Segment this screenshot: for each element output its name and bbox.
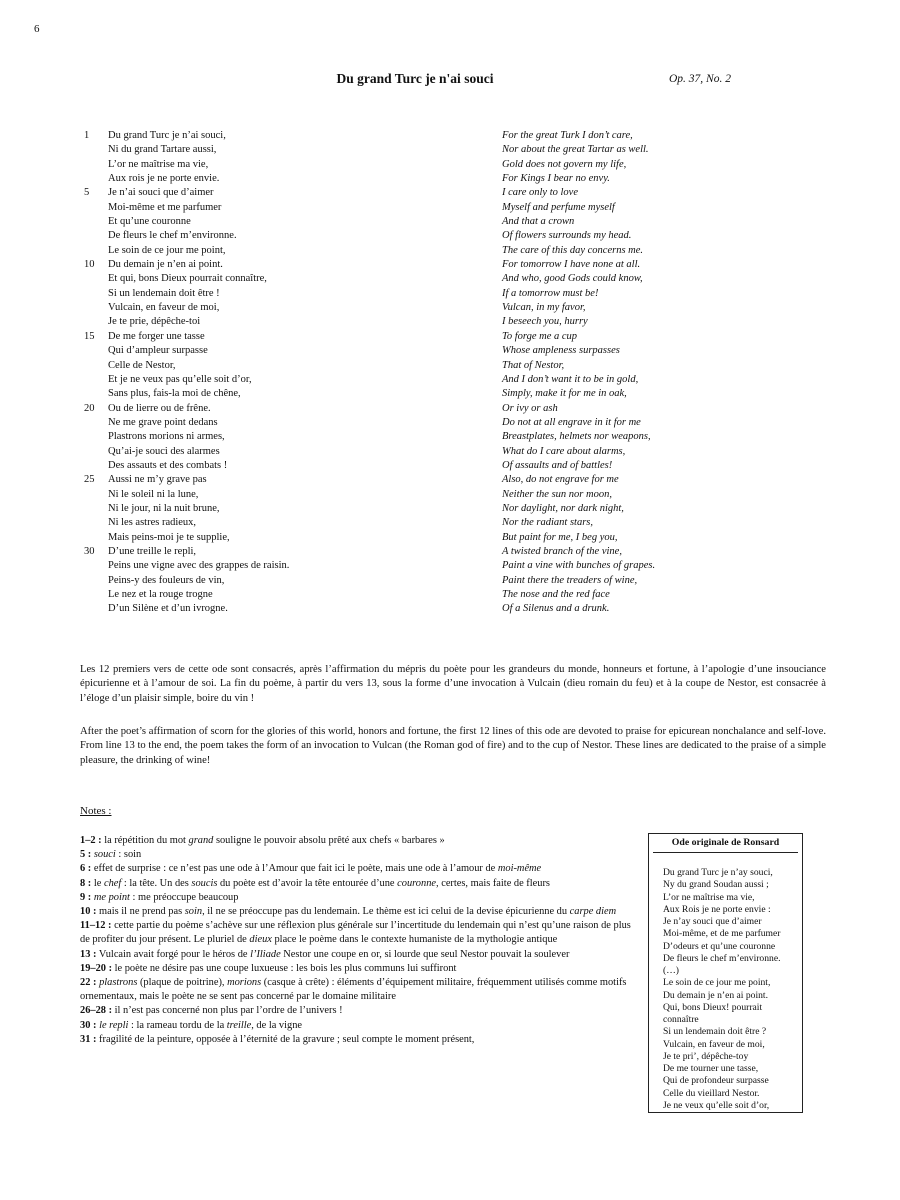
poem-line-french: Ne me grave point dedans bbox=[108, 416, 218, 428]
poem-line-french: Vulcain, en faveur de moi, bbox=[108, 302, 220, 314]
poem-line-french: Celle de Nestor, bbox=[108, 359, 176, 371]
note-ref: 26–28 : bbox=[80, 1005, 113, 1017]
note-item: 19–20 : le poète ne désire pas une coupe luxueuse : les bois les plus communs lui suffiront bbox=[80, 962, 457, 974]
poem-line-french: D’une treille le repli, bbox=[108, 545, 197, 557]
poem-line-english: I care only to love bbox=[502, 187, 578, 199]
poem-line-french: Et je ne veux pas qu’elle soit d’or, bbox=[108, 373, 252, 385]
poem-line-english: For Kings I bear no envy. bbox=[502, 173, 610, 185]
ronsard-line: Celle du vieillard Nestor. bbox=[663, 1087, 760, 1099]
poem-line-english: I beseech you, hurry bbox=[502, 316, 588, 328]
poem-line bbox=[84, 272, 804, 286]
poem-line-french: Ni les astres radieux, bbox=[108, 517, 197, 529]
poem-line bbox=[84, 416, 804, 430]
poem-line-french: Ni du grand Tartare aussi, bbox=[108, 144, 217, 156]
poem-line bbox=[84, 201, 804, 215]
note-ref: 5 : bbox=[80, 849, 92, 861]
poem-line-english: Nor about the great Tartar as well. bbox=[502, 144, 649, 156]
poem-line-english: Paint there the treaders of wine, bbox=[502, 574, 638, 586]
ronsard-line: Du demain je n’en ai point. bbox=[663, 989, 768, 1001]
poem-line-french: Moi-même et me parfumer bbox=[108, 201, 222, 213]
poem-line-english: Of assaults and of battles! bbox=[502, 459, 613, 471]
notes-heading: Notes : bbox=[80, 805, 112, 817]
poem-line-french: Du demain je n’en ai point. bbox=[108, 259, 223, 271]
poem-line bbox=[84, 387, 804, 401]
poem-line-english: A twisted branch of the vine, bbox=[502, 545, 622, 557]
note-ref: 30 : bbox=[80, 1019, 97, 1031]
note-item: 30 : le repli : la rameau tordu de la treille, de la vigne bbox=[80, 1019, 303, 1031]
ronsard-original-box bbox=[648, 833, 803, 1113]
page-number: 6 bbox=[34, 23, 40, 35]
ronsard-line: D’odeurs et qu’une couronne bbox=[663, 940, 776, 952]
poem-line bbox=[84, 158, 804, 172]
note-ref: 6 : bbox=[80, 863, 92, 875]
poem-line-french: Qu’ai-je souci des alarmes bbox=[108, 445, 220, 457]
poem-line-french: Sans plus, fais-la moi de chêne, bbox=[108, 388, 241, 400]
poem-line-french: Aux rois je ne porte envie. bbox=[108, 173, 220, 185]
poem-line-english: Do not at all engrave in it for me bbox=[502, 416, 641, 428]
poem-line bbox=[84, 344, 804, 358]
poem-line-french: Je te prie, dépêche-toi bbox=[108, 316, 201, 328]
poem-line-english: Or ivy or ash bbox=[502, 402, 558, 414]
ronsard-line: Qui, bons Dieux! pourrait bbox=[663, 1001, 763, 1013]
poem-line-french: Peins une vigne avec des grappes de raisin. bbox=[108, 560, 290, 572]
poem-line-french: D’un Silène et d’un ivrogne. bbox=[108, 603, 228, 615]
poem-line-english: For tomorrow I have none at all. bbox=[502, 259, 641, 271]
poem-line bbox=[84, 186, 804, 200]
ronsard-line: Je ne veux qu’elle soit d’or, bbox=[663, 1099, 770, 1111]
note-item: 9 : me point : me préoccupe beaucoup bbox=[80, 891, 239, 903]
poem-line-french: Des assauts et des combats ! bbox=[108, 459, 228, 471]
line-number: 15 bbox=[84, 330, 95, 342]
commentary-french: Les 12 premiers vers de cette ode sont consacrés, après l’affirmation du mépris du poète pour les grandeurs du monde, honneurs et fortune, à l’apologie d’une insouciance épicurienne et à l’amour de soi. La fin du poème, à partir du vers 13, sous la forme d’une invocation à Vulcain (dieu romain du feu) et à la coupe de Nestor, est consacrée à l’éloge d’un plaisir simple, boire du vin ! bbox=[80, 664, 826, 704]
poem-line-french: Je n’ai souci que d’aimer bbox=[108, 187, 214, 199]
ronsard-line: Si un lendemain doit être ? bbox=[663, 1026, 767, 1038]
poem-line bbox=[84, 244, 804, 258]
poem-line-english: What do I care about alarms, bbox=[502, 445, 626, 457]
ronsard-line: (…) bbox=[663, 965, 679, 976]
poem-line-english: Neither the sun nor moon, bbox=[502, 488, 612, 500]
poem-line bbox=[84, 402, 804, 416]
poem-line-english: Simply, make it for me in oak, bbox=[502, 388, 627, 400]
ronsard-line: Moi-même, et de me parfumer bbox=[663, 928, 781, 940]
poem-line bbox=[84, 602, 804, 616]
note-ref: 10 : bbox=[80, 906, 97, 918]
poem-line-english: Gold does not govern my life, bbox=[502, 158, 627, 170]
poem-line bbox=[84, 301, 804, 315]
poem-line-english: And that a crown bbox=[502, 216, 575, 228]
poem-line-english: To forge me a cup bbox=[502, 330, 578, 342]
note-ref: 22 : bbox=[80, 977, 97, 989]
line-number: 30 bbox=[84, 545, 95, 557]
line-number: 10 bbox=[84, 259, 95, 271]
notes-list bbox=[80, 834, 640, 1047]
poem-line-french: Si un lendemain doit être ! bbox=[108, 287, 220, 299]
poem-line-english: Also, do not engrave for me bbox=[502, 474, 619, 486]
poem-line bbox=[84, 315, 804, 329]
ronsard-line: De me tourner une tasse, bbox=[663, 1063, 759, 1074]
poem-line bbox=[84, 459, 804, 473]
poem-line bbox=[84, 588, 804, 602]
poem-line-french: De me forger une tasse bbox=[108, 330, 205, 342]
poem-line-english: But paint for me, I beg you, bbox=[502, 531, 618, 543]
poem-line-english: Nor daylight, nor dark night, bbox=[502, 502, 624, 514]
page-title: Du grand Turc je n'ai souci bbox=[336, 71, 494, 86]
ronsard-line: Du grand Turc je n’ay souci, bbox=[663, 867, 773, 878]
poem-line-english: Breastplates, helmets nor weapons, bbox=[502, 431, 651, 443]
poem-line-french: Mais peins-moi je te supplie, bbox=[108, 531, 230, 543]
ronsard-line: L’or ne maîtrise ma vie, bbox=[663, 891, 755, 903]
note-item: 5 : souci : soin bbox=[80, 849, 142, 861]
poem-line-french: Le nez et la rouge trogne bbox=[108, 589, 213, 600]
note-ref: 1–2 : bbox=[80, 835, 102, 846]
poem-line-english: Of a Silenus and a drunk. bbox=[502, 603, 610, 615]
poem-line bbox=[84, 473, 804, 487]
poem-line-french: Ni le soleil ni la lune, bbox=[108, 488, 199, 500]
line-number: 1 bbox=[84, 130, 90, 141]
note-ref: 9 : bbox=[80, 891, 92, 903]
poem-line bbox=[84, 373, 804, 387]
note-item: 31 : fragilité de la peinture, opposée à l’éternité de la gravure ; seul compte le moment présent, bbox=[80, 1033, 475, 1045]
poem-line-french: Du grand Turc je n’ai souci, bbox=[108, 130, 226, 141]
poem-line bbox=[84, 559, 804, 573]
poem-line bbox=[84, 545, 804, 559]
note-item: 8 : le chef : la tête. Un des soucis du poète est d’avoir la tête entourée d’une couronne, certes, mais faite de fleurs bbox=[80, 877, 550, 889]
poem-line bbox=[84, 445, 804, 459]
poem-line-french: Plastrons morions ni armes, bbox=[108, 431, 225, 443]
poem-line bbox=[84, 287, 804, 301]
poem-line bbox=[84, 574, 804, 588]
poem-line-french: Qui d’ampleur surpasse bbox=[108, 345, 208, 357]
note-item: 6 : effet de surprise : ce n’est pas une ode à l’Amour que fait ici le poète, mais une ode à l’amour de moi-même bbox=[80, 863, 542, 875]
poem-line bbox=[84, 359, 804, 373]
poem-line-english: The care of this day concerns me. bbox=[502, 244, 644, 256]
note-item: 13 : Vulcain avait forgé pour le héros de l’Iliade Nestor une coupe en or, si lourde que seul Nestor pouvait la soulever bbox=[80, 948, 570, 960]
poem-line bbox=[84, 516, 804, 530]
line-number: 5 bbox=[84, 187, 90, 199]
poem-line-english: And I don’t want it to be in gold, bbox=[502, 373, 639, 385]
poem-line-english: Vulcan, in my favor, bbox=[502, 302, 586, 314]
poem-text bbox=[84, 129, 804, 617]
ronsard-line: Je te pri’, dépêche-toy bbox=[663, 1050, 749, 1062]
note-item: 22 : plastrons (plaque de poitrine), morions (casque à crête) : éléments d’équipement militaire, fréquemment utilisés comme motifs ornementaux, mais le poète ne se sent pas concerné par le domaine militaire bbox=[80, 977, 627, 1003]
ronsard-line: Vulcain, en faveur de moi, bbox=[663, 1038, 765, 1050]
ronsard-box-title: Ode originale de Ronsard bbox=[671, 837, 780, 848]
poem-line-french: L’or ne maîtrise ma vie, bbox=[108, 158, 209, 170]
ronsard-line: Je n’ay souci que d’aimer bbox=[663, 916, 762, 927]
opus-number: Op. 37, No. 2 bbox=[669, 73, 731, 85]
poem-line-english: Nor the radiant stars, bbox=[502, 517, 594, 529]
poem-line-english: Paint a vine with bunches of grapes. bbox=[502, 560, 656, 572]
commentary-english: After the poet’s affirmation of scorn for the glories of this world, honors and fortune, the first 12 lines of this ode are devoted to praise for epicurean nonchalance and self-love. From line 13 to the end, the poem takes the form of an invocation to Vulcan (the Roman god of fire) and to the cup of Nestor. These lines are dedicated to the praise of a simple pleasure, the drinking of wine! bbox=[80, 726, 826, 766]
poem-line bbox=[84, 330, 804, 344]
note-ref: 19–20 : bbox=[80, 962, 113, 974]
poem-line-french: Et qui, bons Dieux pourrait connaître, bbox=[108, 273, 267, 285]
poem-line bbox=[84, 215, 804, 229]
poem-line-english: For the great Turk I don’t care, bbox=[502, 130, 633, 141]
poem-line-english: Myself and perfume myself bbox=[502, 201, 615, 213]
poem-line-french: Et qu’une couronne bbox=[108, 216, 191, 228]
note-item: 1–2 : la répétition du mot grand souligne le pouvoir absolu prêté aux chefs « barbares » bbox=[80, 835, 445, 846]
poem-line-english: The nose and the red face bbox=[502, 589, 610, 600]
ronsard-line: De fleurs le chef m’environne. bbox=[663, 952, 781, 964]
poem-line-french: De fleurs le chef m’environne. bbox=[108, 230, 237, 242]
poem-line bbox=[84, 531, 804, 545]
note-ref: 11–12 : bbox=[80, 920, 112, 932]
poem-line-french: Ou de lierre ou de frêne. bbox=[108, 402, 211, 414]
ronsard-poem bbox=[649, 853, 802, 1112]
poem-line bbox=[84, 143, 804, 157]
poem-line-english: Of flowers surrounds my head. bbox=[502, 230, 632, 242]
poem-line-french: Le soin de ce jour me point, bbox=[108, 244, 226, 256]
poem-line bbox=[84, 258, 804, 272]
ronsard-line: Aux Rois je ne porte envie : bbox=[663, 903, 771, 915]
poem-line bbox=[84, 129, 804, 143]
ronsard-line: connaître bbox=[663, 1014, 699, 1025]
ronsard-line: Ny du grand Soudan aussi ; bbox=[663, 879, 769, 891]
poem-line bbox=[84, 502, 804, 516]
note-item: 11–12 : cette partie du poème s’achève sur une réflexion plus générale sur l’incertitude du lendemain qui n’est qu’une raison de plus de profiter du jour présent. Le pluriel de dieux place le poème dans le contexte humaniste de la mythologie antique bbox=[80, 920, 631, 946]
note-ref: 8 : bbox=[80, 877, 92, 889]
poem-line-french: Aussi ne m’y grave pas bbox=[108, 474, 207, 486]
line-number: 20 bbox=[84, 402, 95, 414]
poem-line bbox=[84, 488, 804, 502]
poem-line-english: Whose ampleness surpasses bbox=[502, 345, 620, 357]
poem-line-english: That of Nestor, bbox=[502, 359, 565, 371]
poem-line bbox=[84, 172, 804, 186]
note-ref: 13 : bbox=[80, 948, 97, 960]
ronsard-line: Qui de profondeur surpasse bbox=[663, 1075, 769, 1087]
line-number: 25 bbox=[84, 474, 95, 486]
poem-line-english: And who, good Gods could know, bbox=[502, 273, 643, 285]
poem-line-french: Peins-y des fouleurs de vin, bbox=[108, 574, 225, 586]
poem-line bbox=[84, 430, 804, 444]
note-item: 26–28 : il n’est pas concerné non plus par l’ordre de l’univers ! bbox=[80, 1005, 343, 1017]
poem-line bbox=[84, 229, 804, 243]
ronsard-line: Le soin de ce jour me point, bbox=[663, 977, 771, 989]
note-item: 10 : mais il ne prend pas soin, il ne se préoccupe pas du lendemain. Le thème est ici celui de la devise épicurienne du carpe diem bbox=[80, 906, 617, 918]
poem-line-french: Ni le jour, ni la nuit brune, bbox=[108, 502, 220, 514]
note-ref: 31 : bbox=[80, 1033, 97, 1045]
poem-line-english: If a tomorrow must be! bbox=[502, 287, 599, 299]
